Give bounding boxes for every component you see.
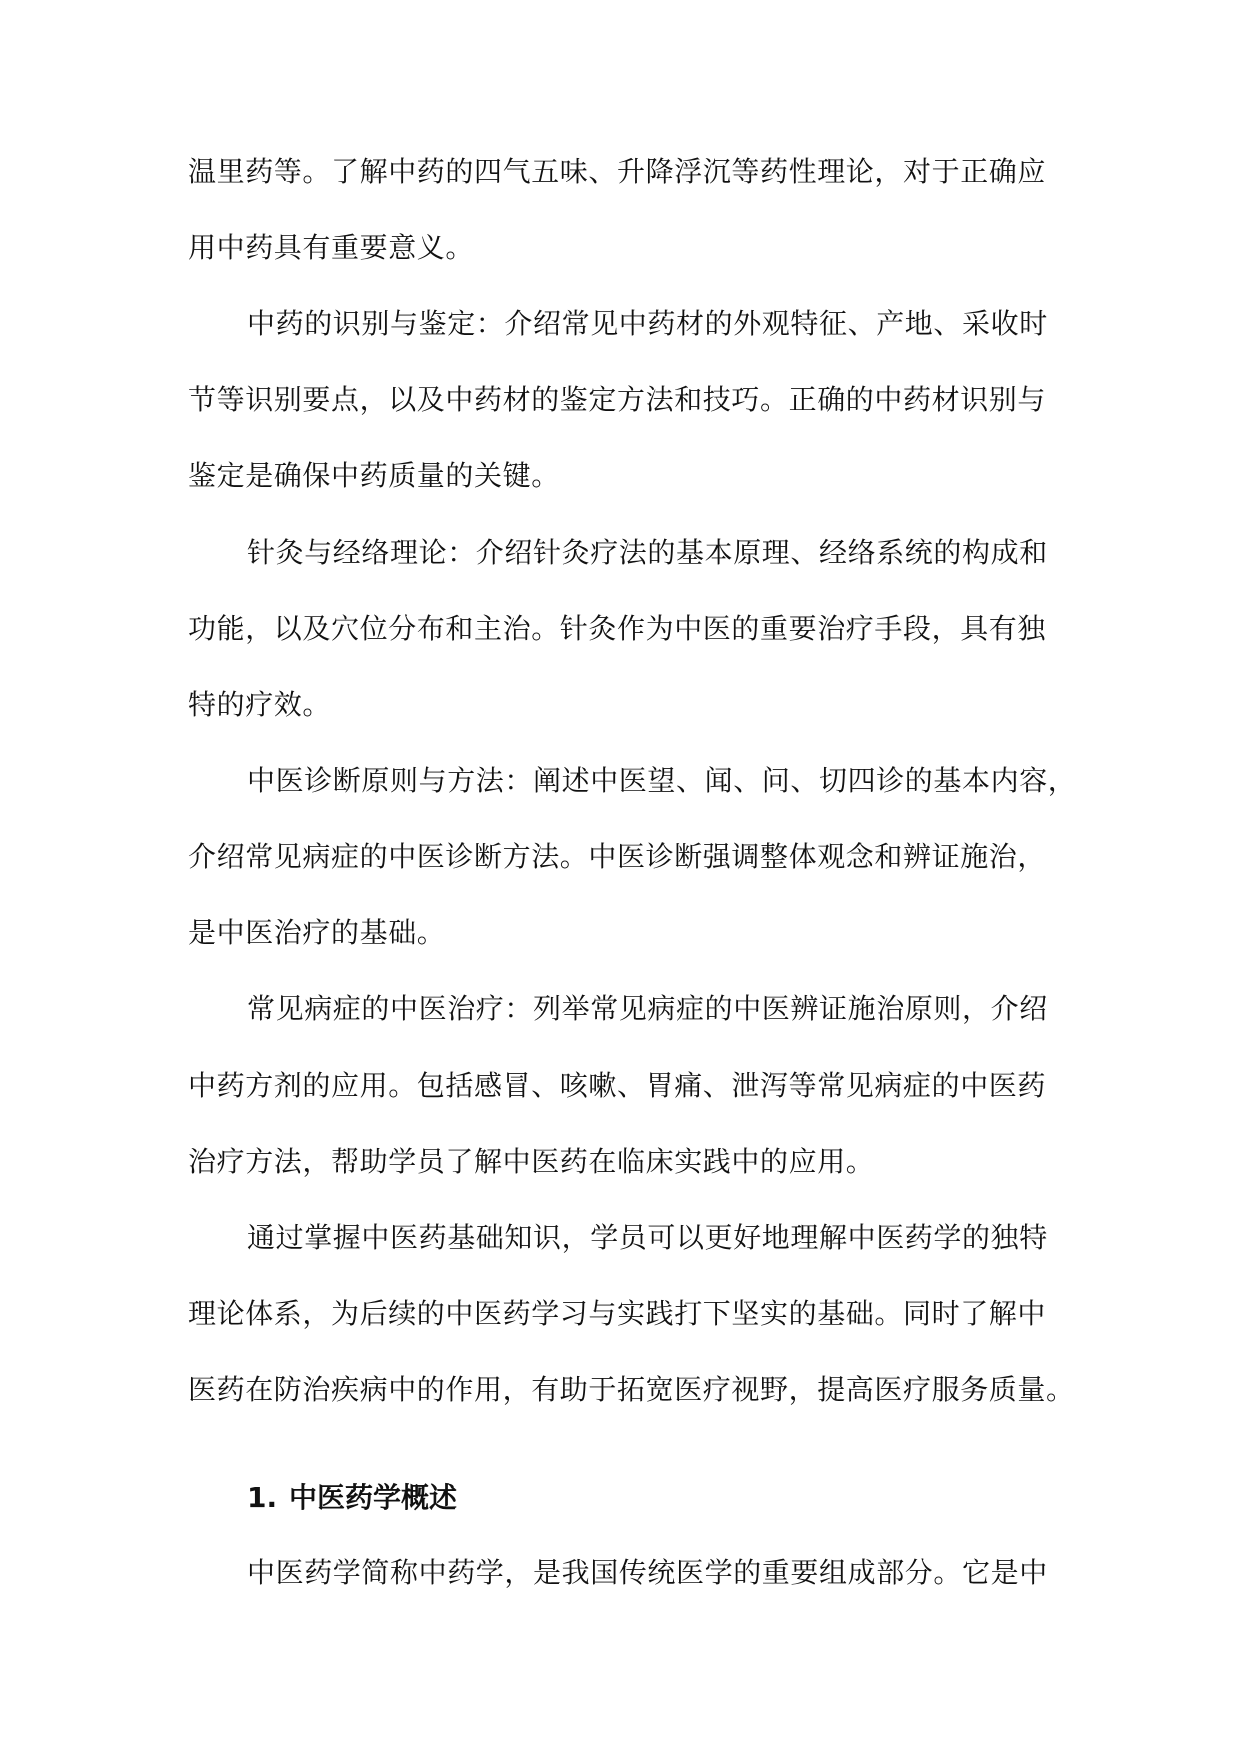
paragraph-line: 中药的识别与鉴定：介绍常见中药材的外观特征、产地、采收时 bbox=[247, 307, 1048, 340]
paragraph-line: 功能，以及穴位分布和主治。针灸作为中医的重要治疗手段，具有独 bbox=[188, 612, 1047, 645]
paragraph-line: 医药在防治疾病中的作用，有助于拓宽医疗视野，提高医疗服务质量。 bbox=[188, 1373, 1075, 1406]
paragraph-line: 介绍常见病症的中医诊断方法。中医诊断强调整体观念和辨证施治， bbox=[188, 840, 1047, 873]
paragraph-line: 温里药等。了解中药的四气五味、升降浮沉等药性理论，对于正确应 bbox=[188, 155, 1047, 188]
paragraph-line: 针灸与经络理论：介绍针灸疗法的基本原理、经络系统的构成和 bbox=[247, 536, 1048, 569]
paragraph-line: 理论体系，为后续的中医药学习与实践打下坚实的基础。同时了解中 bbox=[188, 1297, 1047, 1330]
paragraph-line: 特的疗效。 bbox=[188, 688, 332, 721]
paragraph-line: 常见病症的中医治疗：列举常见病症的中医辨证施治原则，介绍 bbox=[247, 992, 1048, 1025]
paragraph-line: 治疗方法，帮助学员了解中医药在临床实践中的应用。 bbox=[188, 1145, 875, 1178]
section-number: 1. bbox=[247, 1481, 278, 1514]
paragraph-line: 节等识别要点，以及中药材的鉴定方法和技巧。正确的中药材识别与 bbox=[188, 383, 1047, 416]
paragraph-line: 中医诊断原则与方法：阐述中医望、闻、问、切四诊的基本内容， bbox=[247, 764, 1077, 797]
paragraph-line: 通过掌握中医药基础知识，学员可以更好地理解中医药学的独特 bbox=[247, 1221, 1048, 1254]
paragraph-line: 中医药学简称中药学，是我国传统医学的重要组成部分。它是中 bbox=[247, 1556, 1048, 1589]
paragraph-line: 用中药具有重要意义。 bbox=[188, 231, 475, 264]
paragraph-line: 中药方剂的应用。包括感冒、咳嗽、胃痛、泄泻等常见病症的中医药 bbox=[188, 1069, 1047, 1102]
section-heading bbox=[247, 1478, 457, 1518]
paragraph-line: 是中医治疗的基础。 bbox=[188, 916, 446, 949]
section-title: 中医药学概述 bbox=[289, 1481, 458, 1514]
paragraph-line: 鉴定是确保中药质量的关键。 bbox=[188, 459, 560, 492]
